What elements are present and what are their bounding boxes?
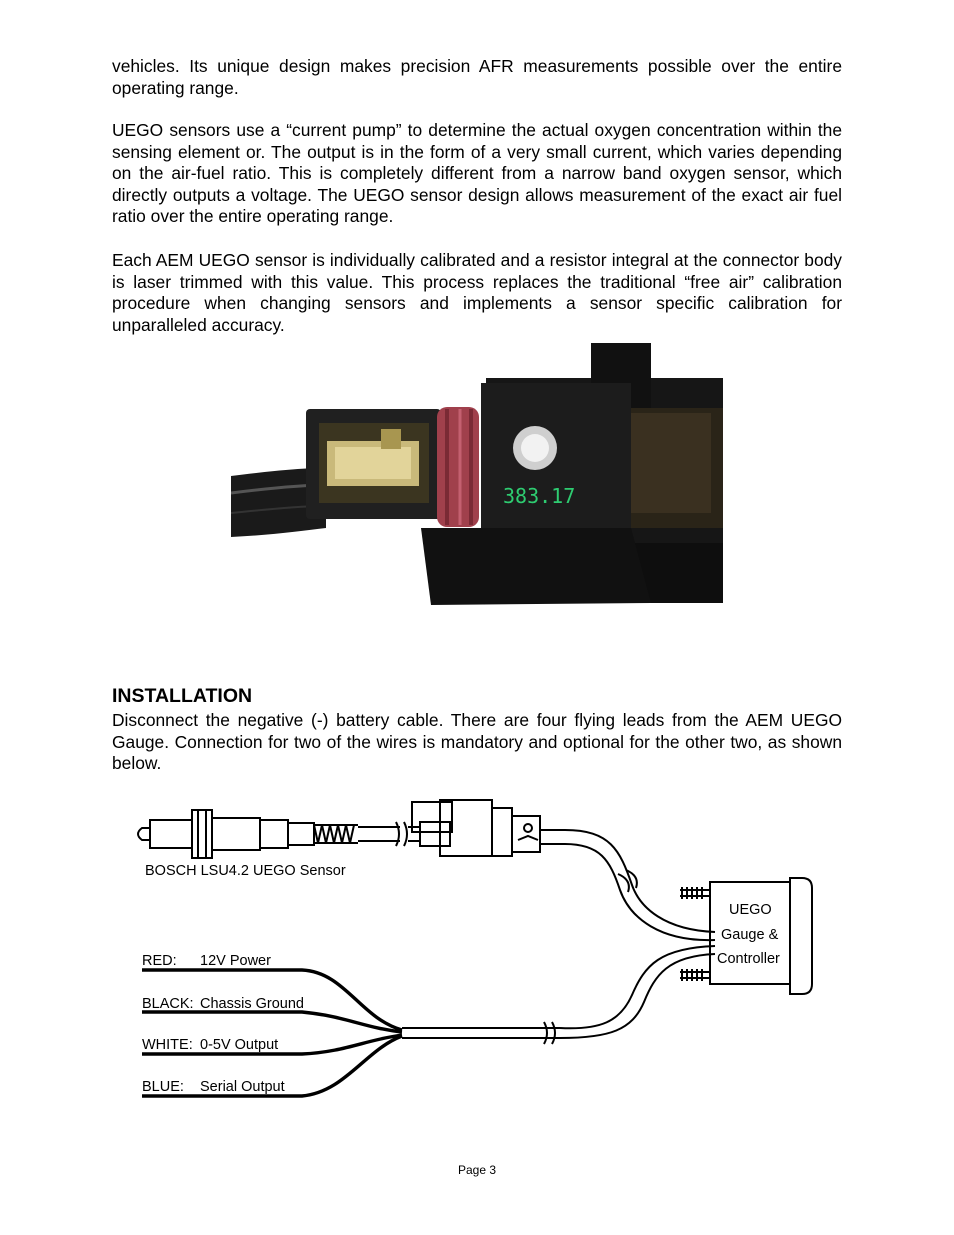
- wire-red-function: 12V Power: [200, 953, 271, 969]
- sensor-connector-icon: [412, 800, 565, 856]
- connector-marking: 383.17: [503, 484, 576, 508]
- gauge-label-line2: Gauge &: [721, 927, 779, 943]
- gauge-label-line3: Controller: [717, 951, 780, 967]
- wire-blue-color: BLUE:: [142, 1079, 184, 1095]
- wire-black-function: Chassis Ground: [200, 996, 304, 1012]
- wire-blue-function: Serial Output: [200, 1079, 285, 1095]
- wire-black-color: BLACK:: [142, 996, 194, 1012]
- intro-paragraph: vehicles. Its unique design makes precision AFR measurements possible over the entire operating range.: [112, 56, 842, 98]
- section-heading: INSTALLATION: [112, 685, 253, 707]
- wiring-diagram: [120, 790, 840, 1110]
- current-pump-paragraph: UEGO sensors use a “current pump” to determine the actual oxygen concentration within the sensing element or. The output is in the form of a very small current, which varies depending on the air-fuel ratio. This is completely different from a narrow band oxygen sensor, which directly outputs a voltage. The UEGO sensor design allows measurement of the exact air fuel ratio over the entire operating range.: [112, 120, 842, 227]
- installation-paragraph: Disconnect the negative (-) battery cable. There are four flying leads from the AEM UEGO Gauge. Connection for two of the wires is mandatory and optional for the other two, as shown below.: [112, 710, 842, 774]
- sensor-label: BOSCH LSU4.2 UEGO Sensor: [145, 863, 346, 879]
- wire-red-color: RED:: [142, 953, 177, 969]
- gauge-label-line1: UEGO: [729, 902, 772, 918]
- page-number: Page 3: [457, 1163, 497, 1177]
- connector-photo: [231, 343, 723, 633]
- calibration-paragraph: Each AEM UEGO sensor is individually calibrated and a resistor integral at the connector body is laser trimmed with this value. This process replaces the traditional “free air” calibration procedure when changing sensors and implements a sensor specific calibration for unparalleled accuracy.: [112, 250, 842, 335]
- wire-white-function: 0-5V Output: [200, 1037, 279, 1053]
- uego-sensor-icon: [138, 810, 358, 858]
- wire-white-color: WHITE:: [142, 1037, 193, 1053]
